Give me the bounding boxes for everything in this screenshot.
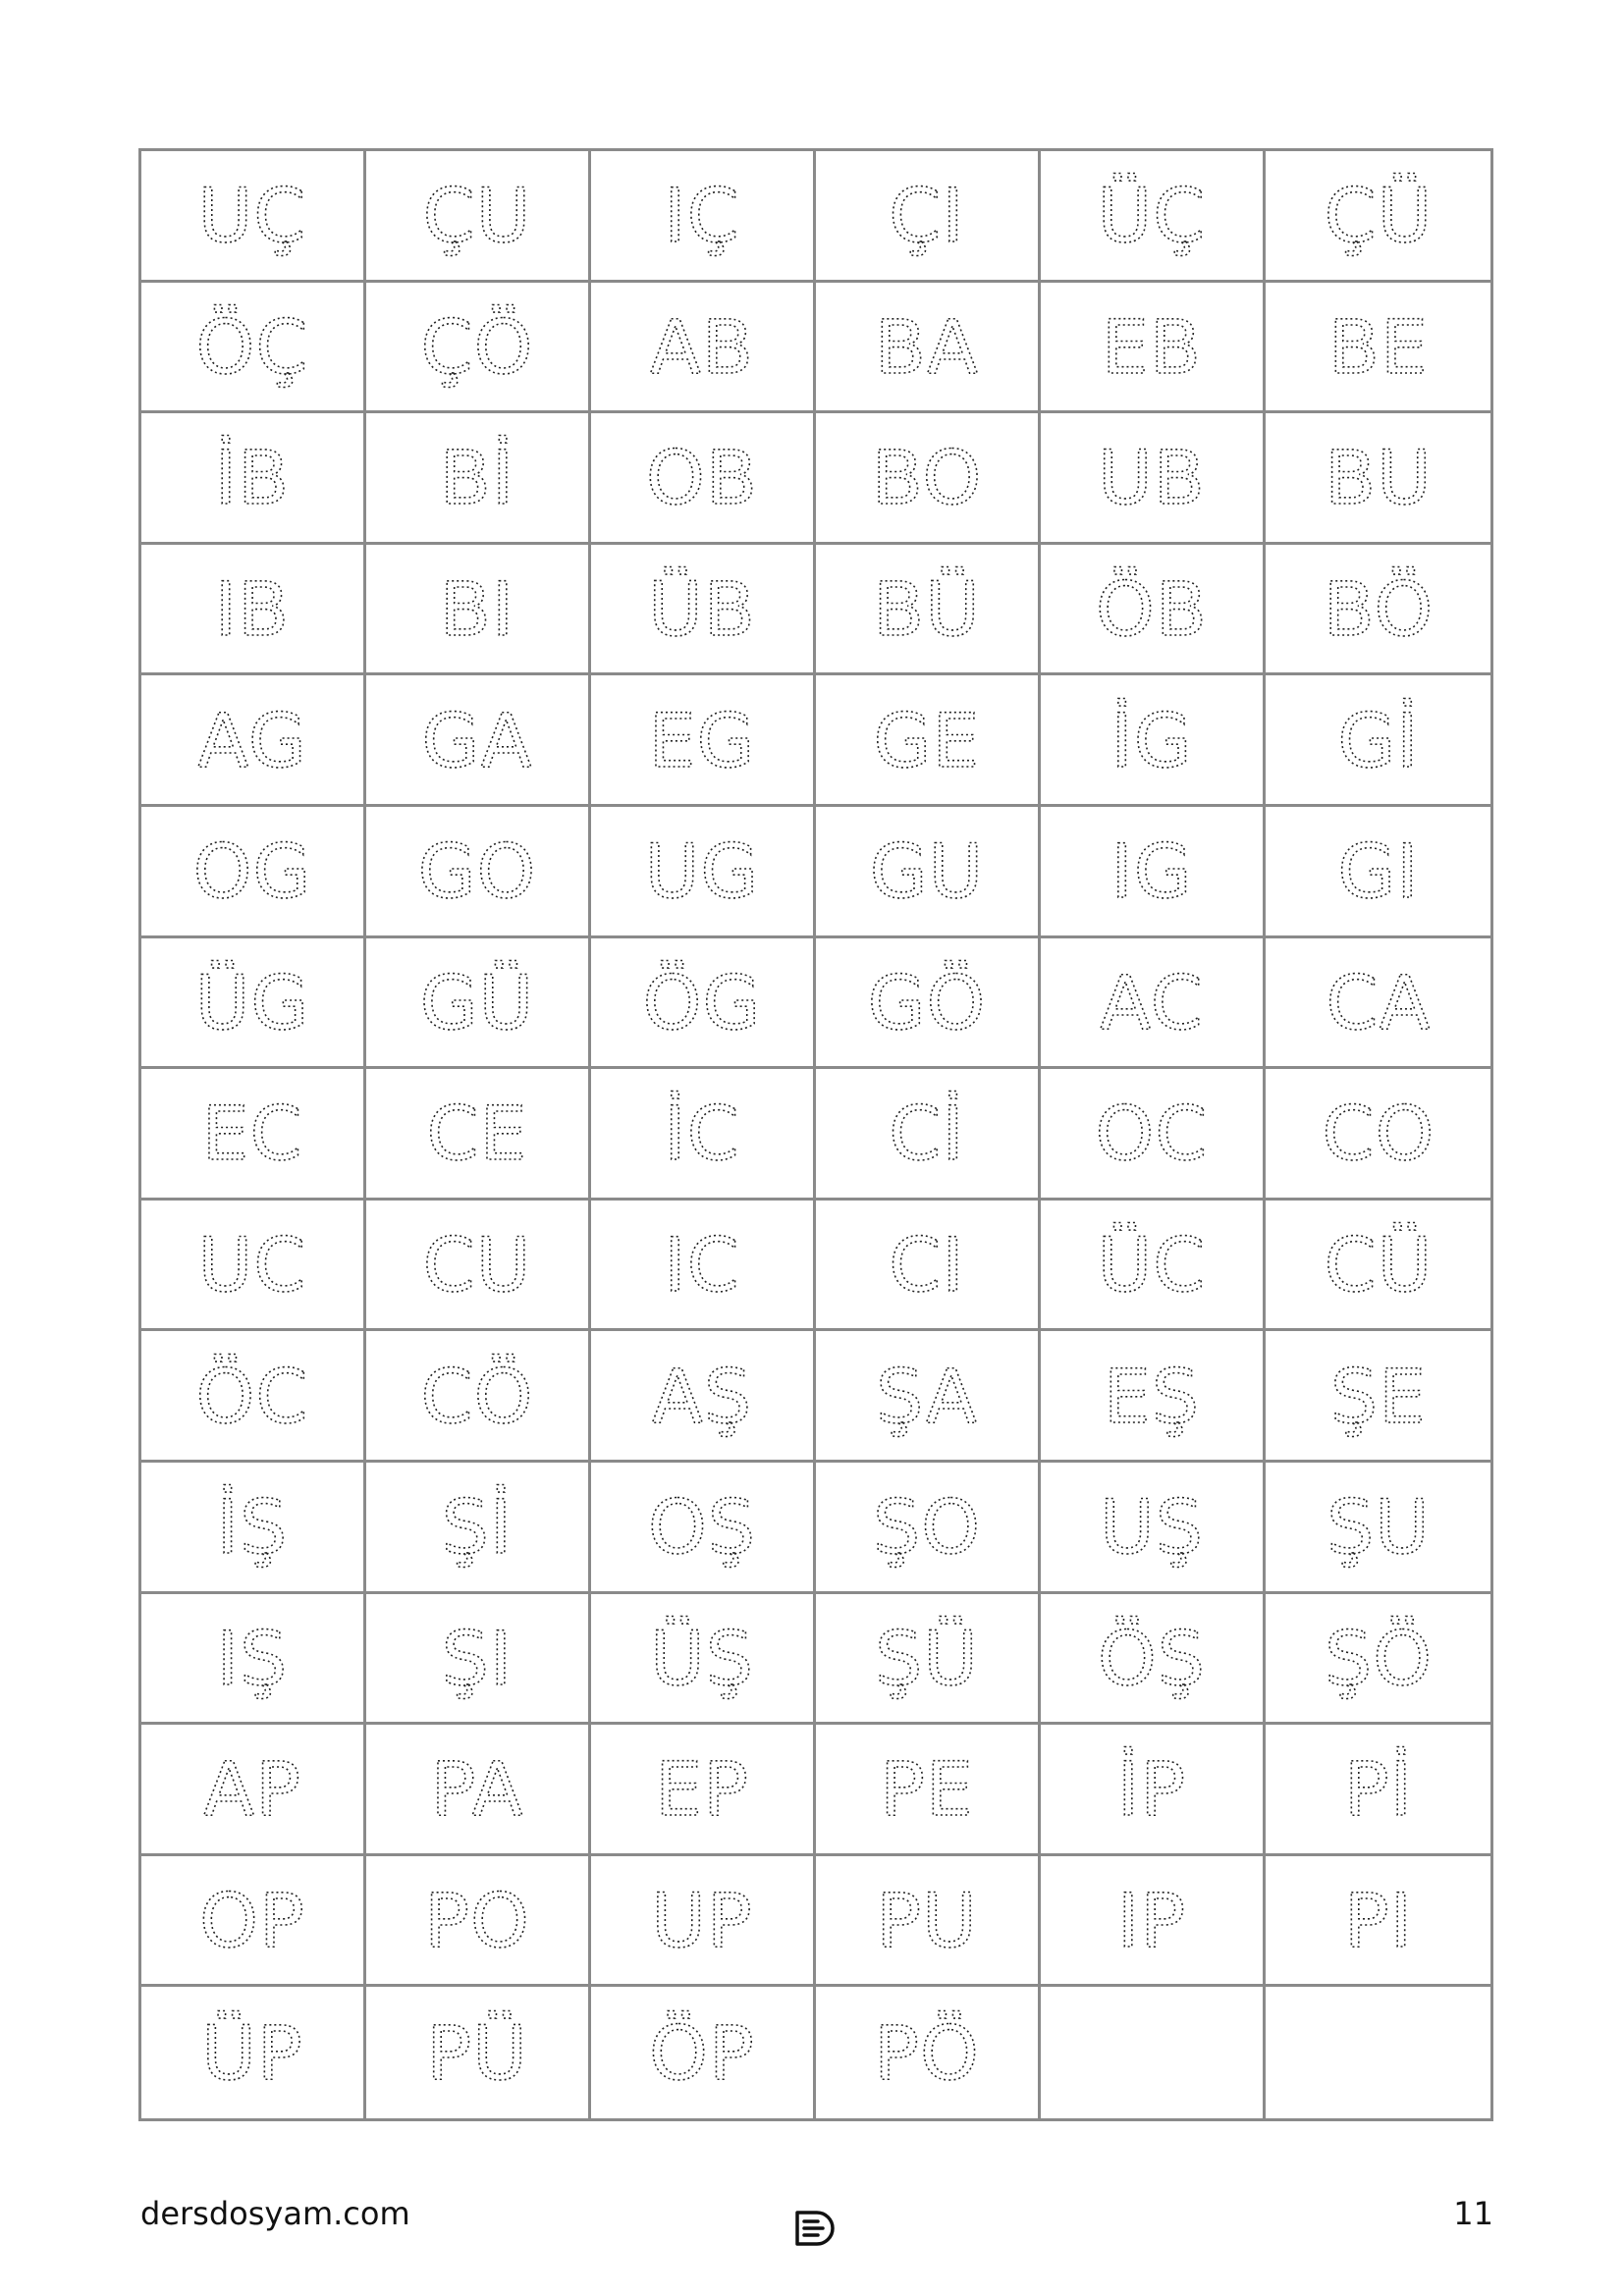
trace-cell [366, 413, 591, 545]
trace-cell [591, 675, 816, 807]
trace-cell [141, 1725, 366, 1856]
trace-syllable: EŞ [1103, 1352, 1201, 1440]
trace-cell [816, 1331, 1041, 1463]
trace-syllable-graphic [154, 555, 351, 663]
trace-cell [816, 938, 1041, 1070]
trace-syllable: GO [417, 828, 537, 916]
trace-syllable: ÇÖ [420, 302, 534, 391]
trace-syllable-graphic [829, 423, 1025, 531]
trace-syllable: PU [876, 1877, 978, 1965]
trace-syllable-graphic [1280, 1866, 1477, 1974]
trace-syllable: BI [439, 565, 515, 654]
trace-cell [816, 675, 1041, 807]
trace-cell [591, 1725, 816, 1856]
trace-syllable: PI [1343, 1877, 1413, 1965]
trace-syllable-graphic [604, 1866, 800, 1974]
trace-syllable-graphic [379, 1342, 575, 1450]
trace-cell [366, 675, 591, 807]
trace-syllable-graphic [829, 817, 1025, 925]
trace-syllable-graphic [829, 1210, 1025, 1318]
trace-syllable: CA [1325, 958, 1432, 1046]
trace-cell [591, 545, 816, 676]
trace-syllable: ŞA [876, 1352, 978, 1440]
trace-cell [816, 807, 1041, 938]
trace-cell [1041, 1594, 1266, 1726]
trace-syllable: ŞÖ [1324, 1614, 1433, 1702]
trace-syllable-graphic [154, 817, 351, 925]
trace-syllable-graphic [829, 161, 1025, 269]
trace-syllable: IG [1110, 828, 1193, 916]
trace-syllable: Bİ [439, 434, 515, 522]
trace-syllable: ŞE [1329, 1352, 1427, 1440]
trace-syllable-graphic [154, 1604, 351, 1712]
trace-syllable-graphic [829, 293, 1025, 400]
trace-syllable: ÖB [1096, 565, 1208, 654]
trace-syllable: OB [646, 434, 758, 522]
trace-syllable: ÜB [648, 565, 756, 654]
trace-cell [1266, 807, 1490, 938]
trace-syllable: CO [1322, 1090, 1435, 1178]
trace-syllable: GA [421, 696, 533, 784]
trace-syllable: ÜÇ [1097, 172, 1207, 260]
trace-syllable-graphic [154, 1866, 351, 1974]
trace-syllable-graphic [379, 1735, 575, 1842]
trace-cell [1041, 1463, 1266, 1594]
trace-syllable-graphic [1280, 948, 1477, 1056]
trace-syllable: CÜ [1324, 1221, 1433, 1309]
trace-syllable: BE [1327, 302, 1429, 391]
trace-syllable: GÖ [867, 958, 987, 1046]
trace-syllable-graphic [379, 1472, 575, 1580]
trace-cell [366, 545, 591, 676]
trace-syllable-graphic [1054, 293, 1250, 400]
trace-syllable-graphic [829, 1604, 1025, 1712]
trace-syllable: PA [430, 1745, 524, 1834]
trace-syllable-graphic [379, 1604, 575, 1712]
trace-cell [1041, 283, 1266, 414]
trace-syllable-graphic [1054, 423, 1250, 531]
trace-cell [1041, 151, 1266, 283]
trace-syllable: ÖÇ [195, 302, 309, 391]
trace-syllable-graphic [1280, 817, 1477, 925]
trace-cell [141, 675, 366, 807]
trace-syllable: ÇÜ [1324, 172, 1433, 260]
trace-syllable: İP [1116, 1745, 1187, 1834]
trace-cell [1041, 938, 1266, 1070]
trace-cell [816, 1987, 1041, 2118]
trace-syllable: ÇU [422, 172, 532, 260]
trace-cell [1266, 283, 1490, 414]
trace-syllable-graphic [604, 293, 800, 400]
trace-syllable-graphic [1054, 1866, 1250, 1974]
trace-syllable-graphic [379, 161, 575, 269]
trace-syllable: GE [873, 696, 981, 784]
trace-cell [816, 283, 1041, 414]
trace-syllable-graphic [604, 1210, 800, 1318]
trace-syllable: IŞ [216, 1614, 289, 1702]
trace-cell [141, 938, 366, 1070]
trace-syllable: BU [1324, 434, 1433, 522]
trace-syllable: AC [1100, 958, 1204, 1046]
trace-cell [591, 1856, 816, 1988]
trace-cell [1266, 1463, 1490, 1594]
trace-syllable-graphic [379, 948, 575, 1056]
trace-cell [1041, 807, 1266, 938]
trace-syllable-graphic [1054, 1079, 1250, 1187]
trace-syllable: ŞI [441, 1614, 514, 1702]
trace-cell [816, 1463, 1041, 1594]
trace-cell [366, 1987, 591, 2118]
trace-syllable: UB [1098, 434, 1206, 522]
trace-syllable: GU [869, 828, 985, 916]
trace-syllable-graphic [604, 1999, 800, 2107]
trace-syllable-graphic [154, 1210, 351, 1318]
trace-syllable: ÜŞ [650, 1614, 754, 1702]
trace-cell [366, 283, 591, 414]
trace-cell [366, 1201, 591, 1332]
trace-cell [141, 807, 366, 938]
trace-cell [591, 938, 816, 1070]
trace-syllable: IÇ [664, 172, 740, 260]
trace-syllable-graphic [604, 555, 800, 663]
trace-cell [366, 938, 591, 1070]
trace-cell [1041, 675, 1266, 807]
trace-syllable-graphic [604, 948, 800, 1056]
tracing-grid [138, 148, 1493, 2121]
trace-syllable: UG [644, 828, 760, 916]
trace-cell [591, 807, 816, 938]
trace-syllable-graphic [379, 1210, 575, 1318]
trace-syllable-graphic [154, 423, 351, 531]
trace-syllable-graphic [154, 293, 351, 400]
trace-cell [1266, 151, 1490, 283]
trace-syllable: OC [1095, 1090, 1209, 1178]
trace-cell [591, 1331, 816, 1463]
trace-syllable-graphic [1280, 1079, 1477, 1187]
trace-cell [141, 1987, 366, 2118]
trace-syllable: CE [426, 1090, 528, 1178]
trace-cell [1266, 1725, 1490, 1856]
trace-syllable: BÜ [873, 565, 981, 654]
trace-syllable: PE [880, 1745, 974, 1834]
trace-syllable: Cİ [889, 1090, 965, 1178]
trace-cell [366, 1725, 591, 1856]
trace-syllable-graphic [1280, 161, 1477, 269]
trace-cell [1266, 1331, 1490, 1463]
trace-cell [366, 1463, 591, 1594]
trace-cell [1266, 1594, 1490, 1726]
trace-cell [816, 1856, 1041, 1988]
trace-cell [1266, 413, 1490, 545]
trace-syllable-graphic [829, 1472, 1025, 1580]
trace-syllable: İŞ [216, 1483, 289, 1572]
trace-cell [1041, 1725, 1266, 1856]
trace-syllable-graphic [1054, 1604, 1250, 1712]
trace-cell [1266, 938, 1490, 1070]
trace-cell [1266, 545, 1490, 676]
trace-syllable: ÜG [194, 958, 310, 1046]
trace-cell [591, 1463, 816, 1594]
trace-syllable: EG [648, 696, 756, 784]
trace-syllable: Pİ [1343, 1745, 1413, 1834]
trace-syllable: İC [664, 1090, 740, 1178]
trace-cell [141, 1201, 366, 1332]
trace-cell [1041, 1331, 1266, 1463]
trace-syllable: ÖG [642, 958, 762, 1046]
trace-syllable-graphic [829, 1735, 1025, 1842]
trace-cell [1266, 1987, 1490, 2118]
trace-syllable: AG [197, 696, 307, 784]
trace-syllable: ŞO [872, 1483, 982, 1572]
trace-syllable-graphic [1280, 1342, 1477, 1450]
trace-syllable-graphic [379, 817, 575, 925]
trace-syllable-graphic [379, 1079, 575, 1187]
trace-syllable: BÖ [1323, 565, 1434, 654]
trace-syllable: AB [649, 302, 755, 391]
trace-syllable: İB [214, 434, 291, 522]
trace-syllable-graphic [1280, 423, 1477, 531]
trace-syllable-graphic [829, 1079, 1025, 1187]
trace-syllable-graphic [604, 423, 800, 531]
trace-syllable: EB [1101, 302, 1203, 391]
trace-cell [816, 1725, 1041, 1856]
trace-syllable-graphic [1054, 1999, 1250, 2107]
trace-syllable-graphic [1280, 555, 1477, 663]
trace-syllable: IB [214, 565, 291, 654]
trace-syllable-graphic [379, 555, 575, 663]
trace-syllable: ÖC [195, 1352, 309, 1440]
trace-cell [816, 1201, 1041, 1332]
trace-syllable-graphic [1054, 948, 1250, 1056]
trace-cell [816, 1069, 1041, 1201]
trace-cell [141, 413, 366, 545]
trace-syllable: ŞÜ [875, 1614, 979, 1702]
trace-syllable: UŞ [1100, 1483, 1204, 1572]
trace-syllable: OŞ [647, 1483, 757, 1572]
trace-syllable-graphic [1054, 1342, 1250, 1450]
trace-syllable-graphic [1280, 1472, 1477, 1580]
trace-syllable: EP [655, 1745, 749, 1834]
trace-syllable: UC [197, 1221, 307, 1309]
trace-syllable-graphic [829, 1342, 1025, 1450]
trace-syllable: IP [1116, 1877, 1187, 1965]
trace-cell [1266, 1856, 1490, 1988]
trace-syllable-graphic [604, 1472, 800, 1580]
trace-syllable-graphic [1054, 161, 1250, 269]
trace-cell [366, 807, 591, 938]
trace-syllable-graphic [1054, 1735, 1250, 1842]
trace-cell [141, 283, 366, 414]
trace-syllable: BO [871, 434, 983, 522]
trace-syllable-graphic [1280, 293, 1477, 400]
trace-syllable-graphic [154, 1079, 351, 1187]
page-number: 11 [1453, 2195, 1493, 2232]
trace-syllable: IC [664, 1221, 740, 1309]
trace-syllable: UÇ [197, 172, 307, 260]
trace-syllable-graphic [154, 1472, 351, 1580]
trace-syllable-graphic [1280, 1604, 1477, 1712]
trace-syllable: BA [874, 302, 980, 391]
trace-syllable-graphic [379, 423, 575, 531]
trace-syllable-graphic [604, 161, 800, 269]
trace-cell [141, 1594, 366, 1726]
trace-syllable-graphic [154, 1735, 351, 1842]
trace-syllable: İG [1110, 696, 1193, 784]
trace-cell [141, 1069, 366, 1201]
trace-syllable-graphic [829, 1866, 1025, 1974]
trace-cell [591, 1069, 816, 1201]
trace-syllable: ÜC [1097, 1221, 1207, 1309]
trace-syllable-graphic [154, 1999, 351, 2107]
trace-cell [1041, 1201, 1266, 1332]
trace-cell [816, 413, 1041, 545]
trace-cell [1041, 1987, 1266, 2118]
trace-syllable: AP [203, 1745, 301, 1834]
trace-cell [141, 1463, 366, 1594]
trace-cell [1266, 675, 1490, 807]
trace-cell [591, 1201, 816, 1332]
trace-syllable-graphic [379, 1866, 575, 1974]
trace-cell [1041, 1856, 1266, 1988]
trace-cell [1041, 545, 1266, 676]
trace-cell [366, 1069, 591, 1201]
trace-syllable: AŞ [651, 1352, 753, 1440]
trace-syllable: CI [889, 1221, 965, 1309]
trace-cell [1041, 1069, 1266, 1201]
trace-syllable: ÇI [889, 172, 965, 260]
trace-cell [816, 151, 1041, 283]
trace-syllable-graphic [604, 1342, 800, 1450]
trace-syllable-graphic [604, 686, 800, 794]
trace-syllable: Şİ [441, 1483, 514, 1572]
trace-syllable: ÖŞ [1097, 1614, 1207, 1702]
trace-syllable: PO [424, 1877, 530, 1965]
trace-syllable-graphic [604, 1604, 800, 1712]
trace-syllable: OP [199, 1877, 305, 1965]
trace-syllable-graphic [154, 1342, 351, 1450]
trace-syllable-graphic [1280, 1735, 1477, 1842]
trace-syllable-graphic [604, 817, 800, 925]
trace-syllable: OG [192, 828, 312, 916]
trace-syllable-graphic [604, 1079, 800, 1187]
trace-syllable-graphic [829, 1999, 1025, 2107]
trace-syllable: Gİ [1336, 696, 1420, 784]
trace-syllable-graphic [1280, 1210, 1477, 1318]
trace-syllable: UP [651, 1877, 753, 1965]
trace-syllable: GÜ [419, 958, 535, 1046]
trace-cell [366, 1331, 591, 1463]
trace-syllable-graphic [604, 1735, 800, 1842]
trace-syllable: GI [1336, 828, 1420, 916]
trace-syllable-graphic [1054, 686, 1250, 794]
trace-cell [1266, 1069, 1490, 1201]
trace-cell [141, 1856, 366, 1988]
trace-cell [366, 1856, 591, 1988]
trace-cell [591, 283, 816, 414]
trace-syllable-graphic [1054, 555, 1250, 663]
trace-cell [141, 545, 366, 676]
trace-syllable-graphic [154, 161, 351, 269]
trace-syllable-graphic [154, 948, 351, 1056]
trace-syllable-graphic [1280, 1999, 1477, 2107]
trace-cell [816, 1594, 1041, 1726]
trace-cell [591, 1987, 816, 2118]
trace-syllable-graphic [829, 948, 1025, 1056]
trace-syllable: ÖP [649, 2009, 755, 2098]
trace-cell [141, 1331, 366, 1463]
trace-syllable: CU [422, 1221, 532, 1309]
trace-syllable: ÜP [201, 2009, 303, 2098]
trace-syllable: EC [201, 1090, 303, 1178]
trace-cell [591, 413, 816, 545]
trace-cell [366, 151, 591, 283]
trace-syllable: PÖ [874, 2009, 980, 2098]
trace-syllable-graphic [829, 686, 1025, 794]
trace-syllable: PÜ [426, 2009, 528, 2098]
trace-cell [816, 545, 1041, 676]
trace-cell [1041, 413, 1266, 545]
trace-syllable-graphic [1054, 817, 1250, 925]
trace-syllable: ŞU [1326, 1483, 1431, 1572]
trace-cell [141, 151, 366, 283]
trace-syllable-graphic [379, 1999, 575, 2107]
footer-site-name: dersdosyam.com [140, 2195, 410, 2232]
trace-syllable-graphic [1280, 686, 1477, 794]
trace-syllable: CÖ [420, 1352, 534, 1440]
trace-cell [591, 1594, 816, 1726]
document-lines-icon [791, 2209, 835, 2248]
trace-syllable-graphic [829, 555, 1025, 663]
trace-syllable-graphic [1054, 1210, 1250, 1318]
trace-cell [591, 151, 816, 283]
trace-cell [366, 1594, 591, 1726]
trace-cell [1266, 1201, 1490, 1332]
trace-syllable-graphic [1054, 1472, 1250, 1580]
trace-syllable-graphic [379, 686, 575, 794]
trace-syllable-graphic [154, 686, 351, 794]
trace-syllable-graphic [379, 293, 575, 400]
